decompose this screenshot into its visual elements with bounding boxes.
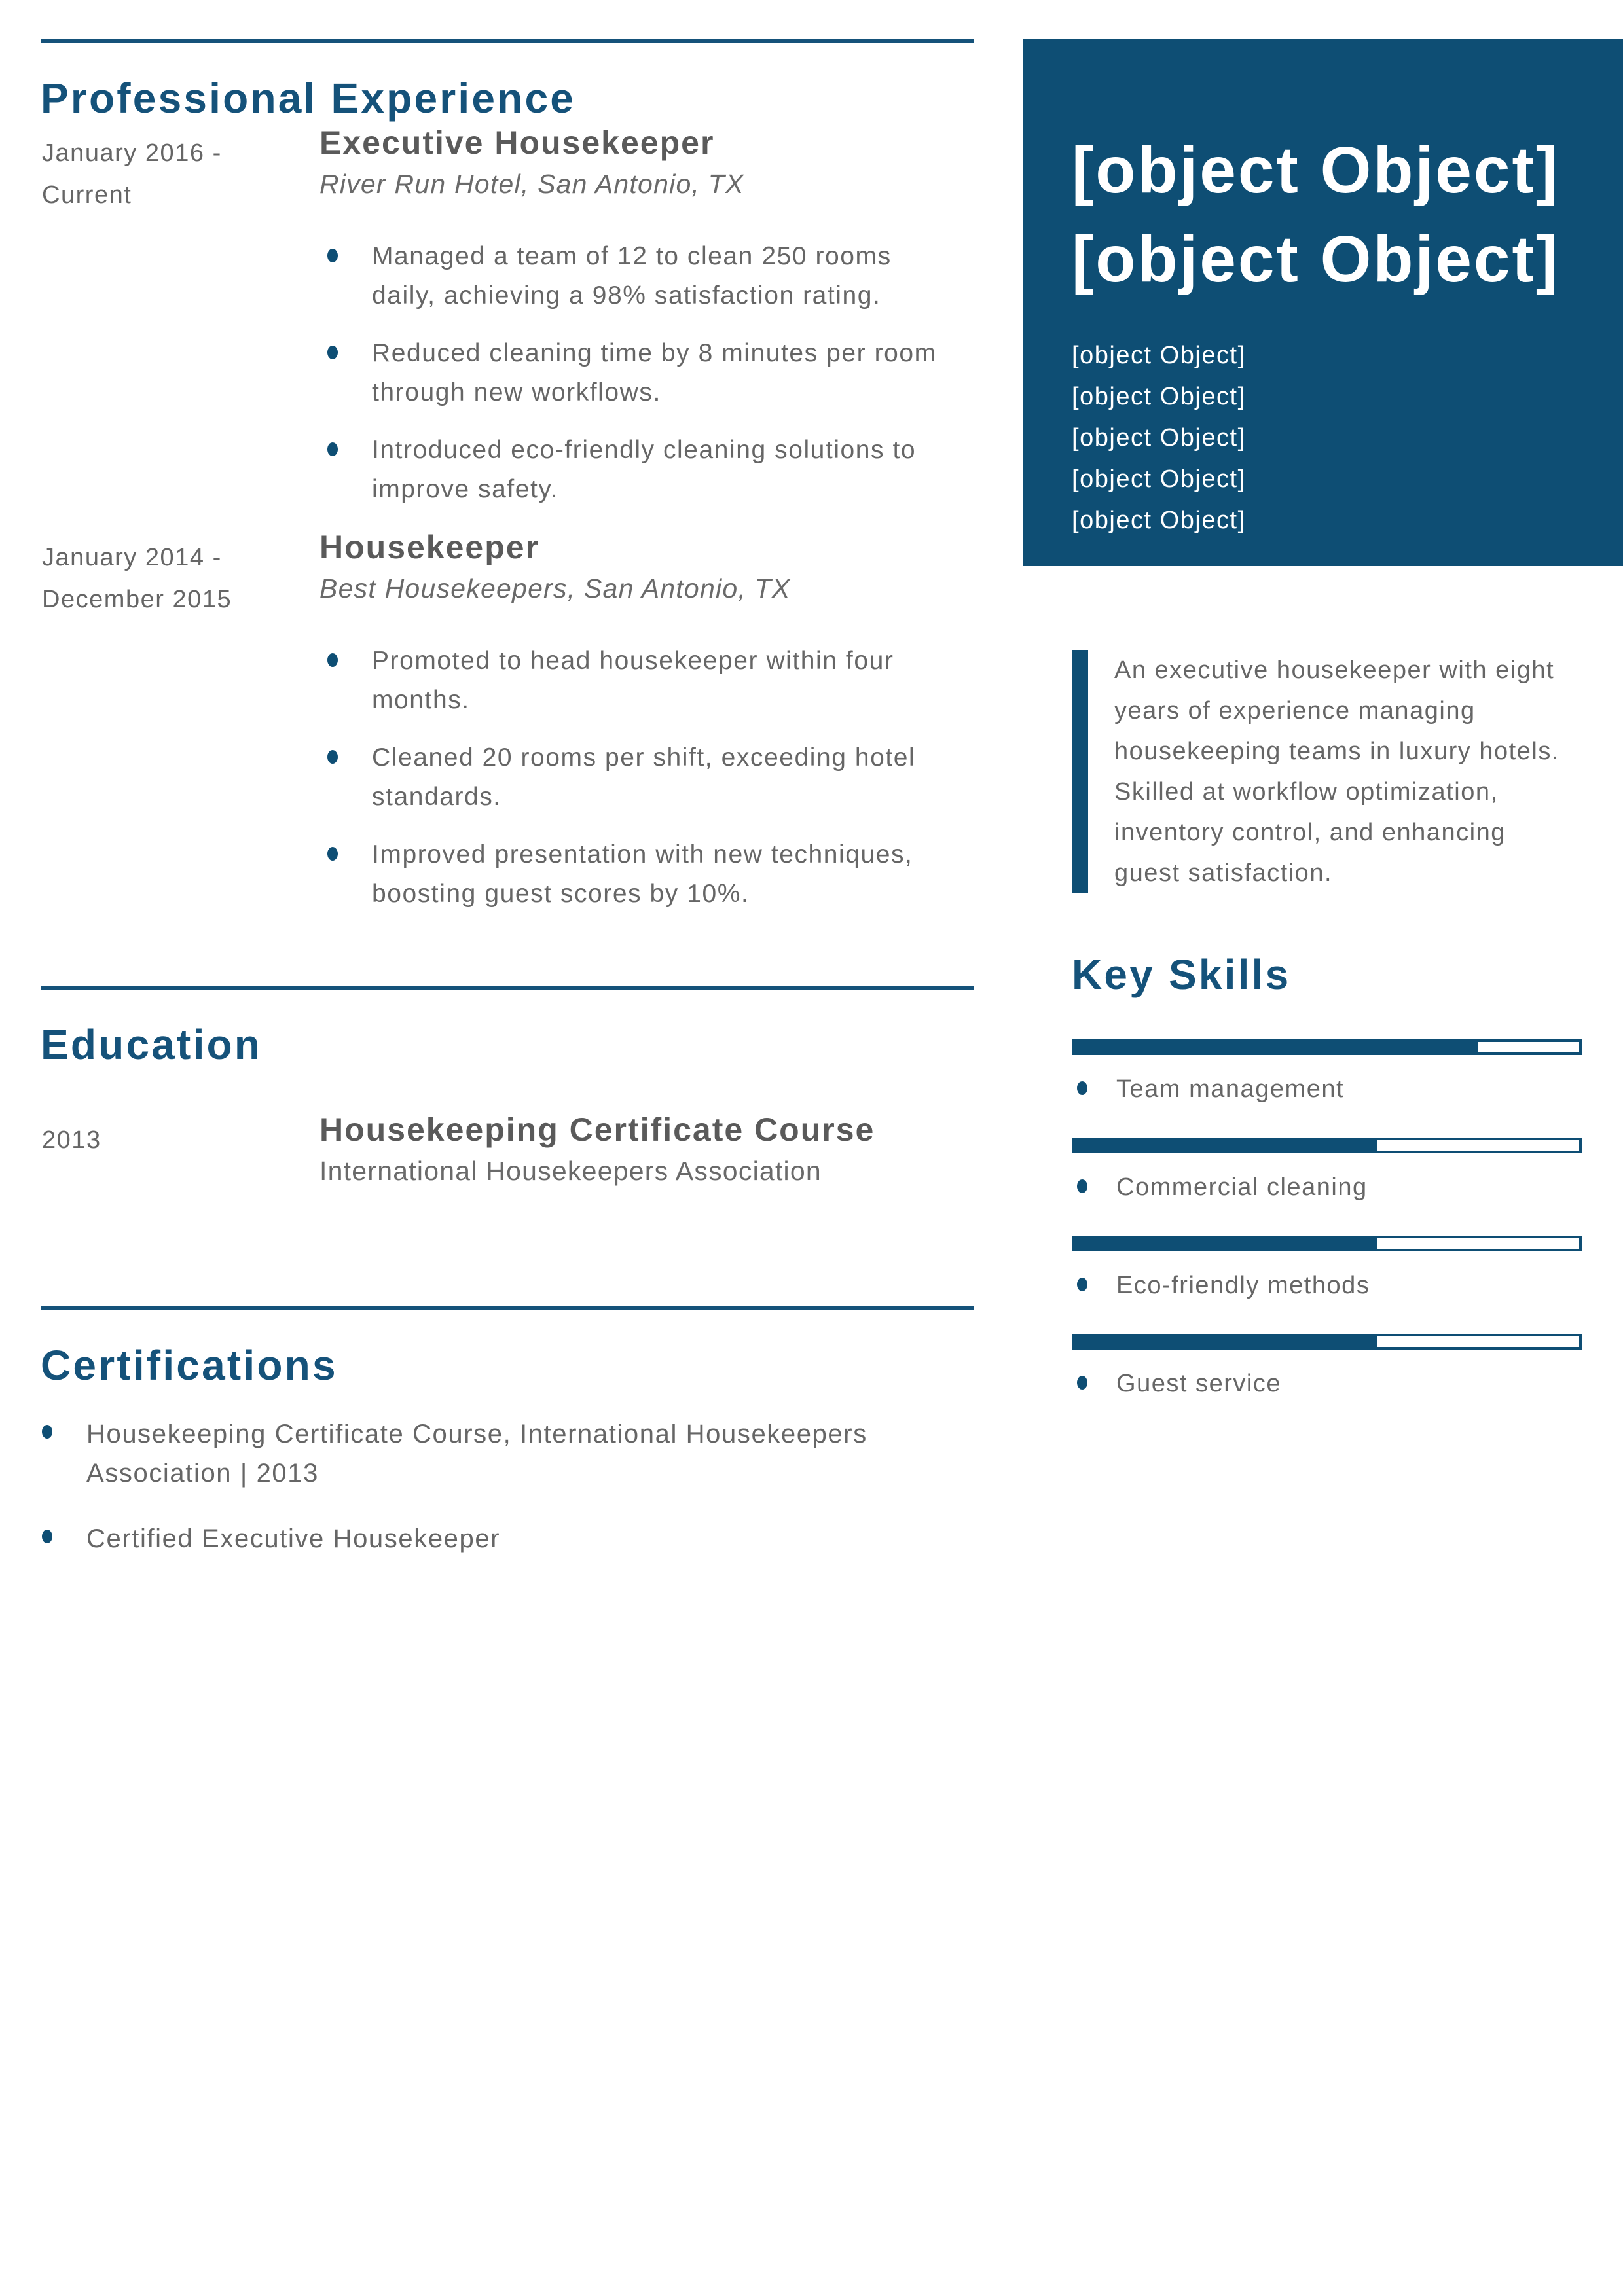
contact-line: [object Object] <box>1072 465 1246 493</box>
job-bullet <box>319 334 974 412</box>
skill-rating-bar <box>1072 1039 1582 1055</box>
certification-item <box>41 1414 931 1493</box>
name-header <box>1023 39 1623 566</box>
job-bullet <box>319 835 974 914</box>
job-bullet-text: Managed a team of 12 to clean 250 rooms daily, achieving a 98% satisfaction rating. <box>372 242 892 310</box>
job-main <box>319 123 974 528</box>
job-entry <box>41 123 974 528</box>
job-title: Housekeeper <box>319 529 540 565</box>
skill-item <box>1072 1334 1582 1401</box>
job-bullet-list <box>319 641 974 914</box>
bullet-dot-icon <box>327 653 338 667</box>
right-column <box>1023 0 1623 1432</box>
skill-rating-fill <box>1074 1336 1377 1347</box>
bullet-dot-icon <box>1077 1376 1087 1390</box>
bullet-dot-icon <box>1077 1179 1087 1193</box>
skill-item <box>1072 1236 1582 1302</box>
contact-line: [object Object] <box>1072 507 1246 534</box>
skills-list <box>1023 1039 1623 1401</box>
education-year: 2013 <box>42 1126 101 1154</box>
job-dates: January 2014 - December 2015 <box>42 544 232 613</box>
summary-block <box>1023 650 1623 893</box>
job-bullet-text: Cleaned 20 rooms per shift, exceeding hotel standards. <box>372 744 916 811</box>
education-main <box>319 1110 974 1187</box>
bullet-dot-icon <box>327 346 338 359</box>
experience-section <box>41 39 974 932</box>
bullet-dot-icon <box>1077 1278 1087 1291</box>
certifications-heading: Certifications <box>41 1342 338 1389</box>
education-institution: International Housekeepers Association <box>319 1156 822 1186</box>
job-bullet-text: Improved presentation with new techniques, boosting guest scores by 10%. <box>372 840 913 908</box>
skill-rating-fill <box>1074 1042 1478 1052</box>
skill-rating-bar <box>1072 1236 1582 1251</box>
job-bullet <box>319 237 974 315</box>
skill-label-text: Team management <box>1116 1075 1345 1103</box>
job-company: River Run Hotel, San Antonio, TX <box>319 169 744 199</box>
bullet-dot-icon <box>42 1425 52 1439</box>
skill-item <box>1072 1039 1582 1106</box>
skill-label-text: Commercial cleaning <box>1116 1174 1368 1201</box>
education-section <box>41 986 974 1187</box>
skill-label-text: Guest service <box>1116 1370 1282 1397</box>
skill-rating-bar <box>1072 1138 1582 1153</box>
summary-text: An executive housekeeper with eight years of experience managing housekeeping teams in luxury hotels. Skilled at workflow optimization, inventory control, and enhancing guest satisfaction. <box>1114 656 1559 887</box>
job-bullet-list <box>319 237 974 509</box>
bullet-dot-icon <box>327 249 338 262</box>
bullet-dot-icon <box>42 1530 52 1543</box>
skill-rating-fill <box>1074 1238 1377 1249</box>
job-company: Best Housekeepers, San Antonio, TX <box>319 573 791 603</box>
section-divider <box>41 986 974 990</box>
job-bullet <box>319 738 974 817</box>
contact-line: [object Object] <box>1072 424 1246 452</box>
bullet-dot-icon <box>327 442 338 456</box>
certification-list <box>41 1414 974 1558</box>
candidate-name <box>1072 126 1597 304</box>
certifications-section <box>41 1306 974 1558</box>
job-bullet-text: Introduced eco-friendly cleaning solutions to improve safety. <box>372 436 917 503</box>
experience-heading: Professional Experience <box>41 75 576 122</box>
bullet-dot-icon <box>1077 1081 1087 1095</box>
summary-accent-bar <box>1072 650 1088 893</box>
section-divider <box>41 1306 974 1310</box>
education-course: Housekeeping Certificate Course <box>319 1111 875 1148</box>
skill-label-row <box>1072 1367 1582 1401</box>
job-title: Executive Housekeeper <box>319 124 715 161</box>
skill-label-row <box>1072 1072 1582 1106</box>
job-bullet-text: Promoted to head housekeeper within four months. <box>372 647 894 714</box>
education-heading: Education <box>41 1021 263 1068</box>
contact-list <box>1072 335 1597 541</box>
key-skills-heading: Key Skills <box>1072 951 1291 998</box>
certification-item <box>41 1519 931 1558</box>
job-bullet-text: Reduced cleaning time by 8 minutes per room through new workflows. <box>372 339 937 406</box>
skill-item <box>1072 1138 1582 1204</box>
certification-text: Certified Executive Housekeeper <box>86 1524 501 1553</box>
education-entry <box>41 1110 974 1187</box>
job-bullet <box>319 641 974 720</box>
job-entry <box>41 528 974 932</box>
contact-line: [object Object] <box>1072 342 1246 369</box>
job-main <box>319 528 974 932</box>
skill-rating-fill <box>1074 1140 1377 1151</box>
skill-label-row <box>1072 1170 1582 1204</box>
candidate-name-line: [object Object] <box>1072 134 1560 207</box>
skill-label-row <box>1072 1268 1582 1302</box>
bullet-dot-icon <box>327 847 338 861</box>
bullet-dot-icon <box>327 750 338 764</box>
left-column <box>41 0 974 1585</box>
job-bullet <box>319 431 974 509</box>
job-dates: January 2016 - Current <box>42 139 222 209</box>
certification-text: Housekeeping Certificate Course, International Housekeepers Association | 2013 <box>86 1420 867 1488</box>
skill-label-text: Eco-friendly methods <box>1116 1272 1370 1299</box>
section-divider <box>41 39 974 43</box>
skill-rating-bar <box>1072 1334 1582 1350</box>
candidate-name-line: [object Object] <box>1072 223 1560 296</box>
contact-line: [object Object] <box>1072 383 1246 410</box>
